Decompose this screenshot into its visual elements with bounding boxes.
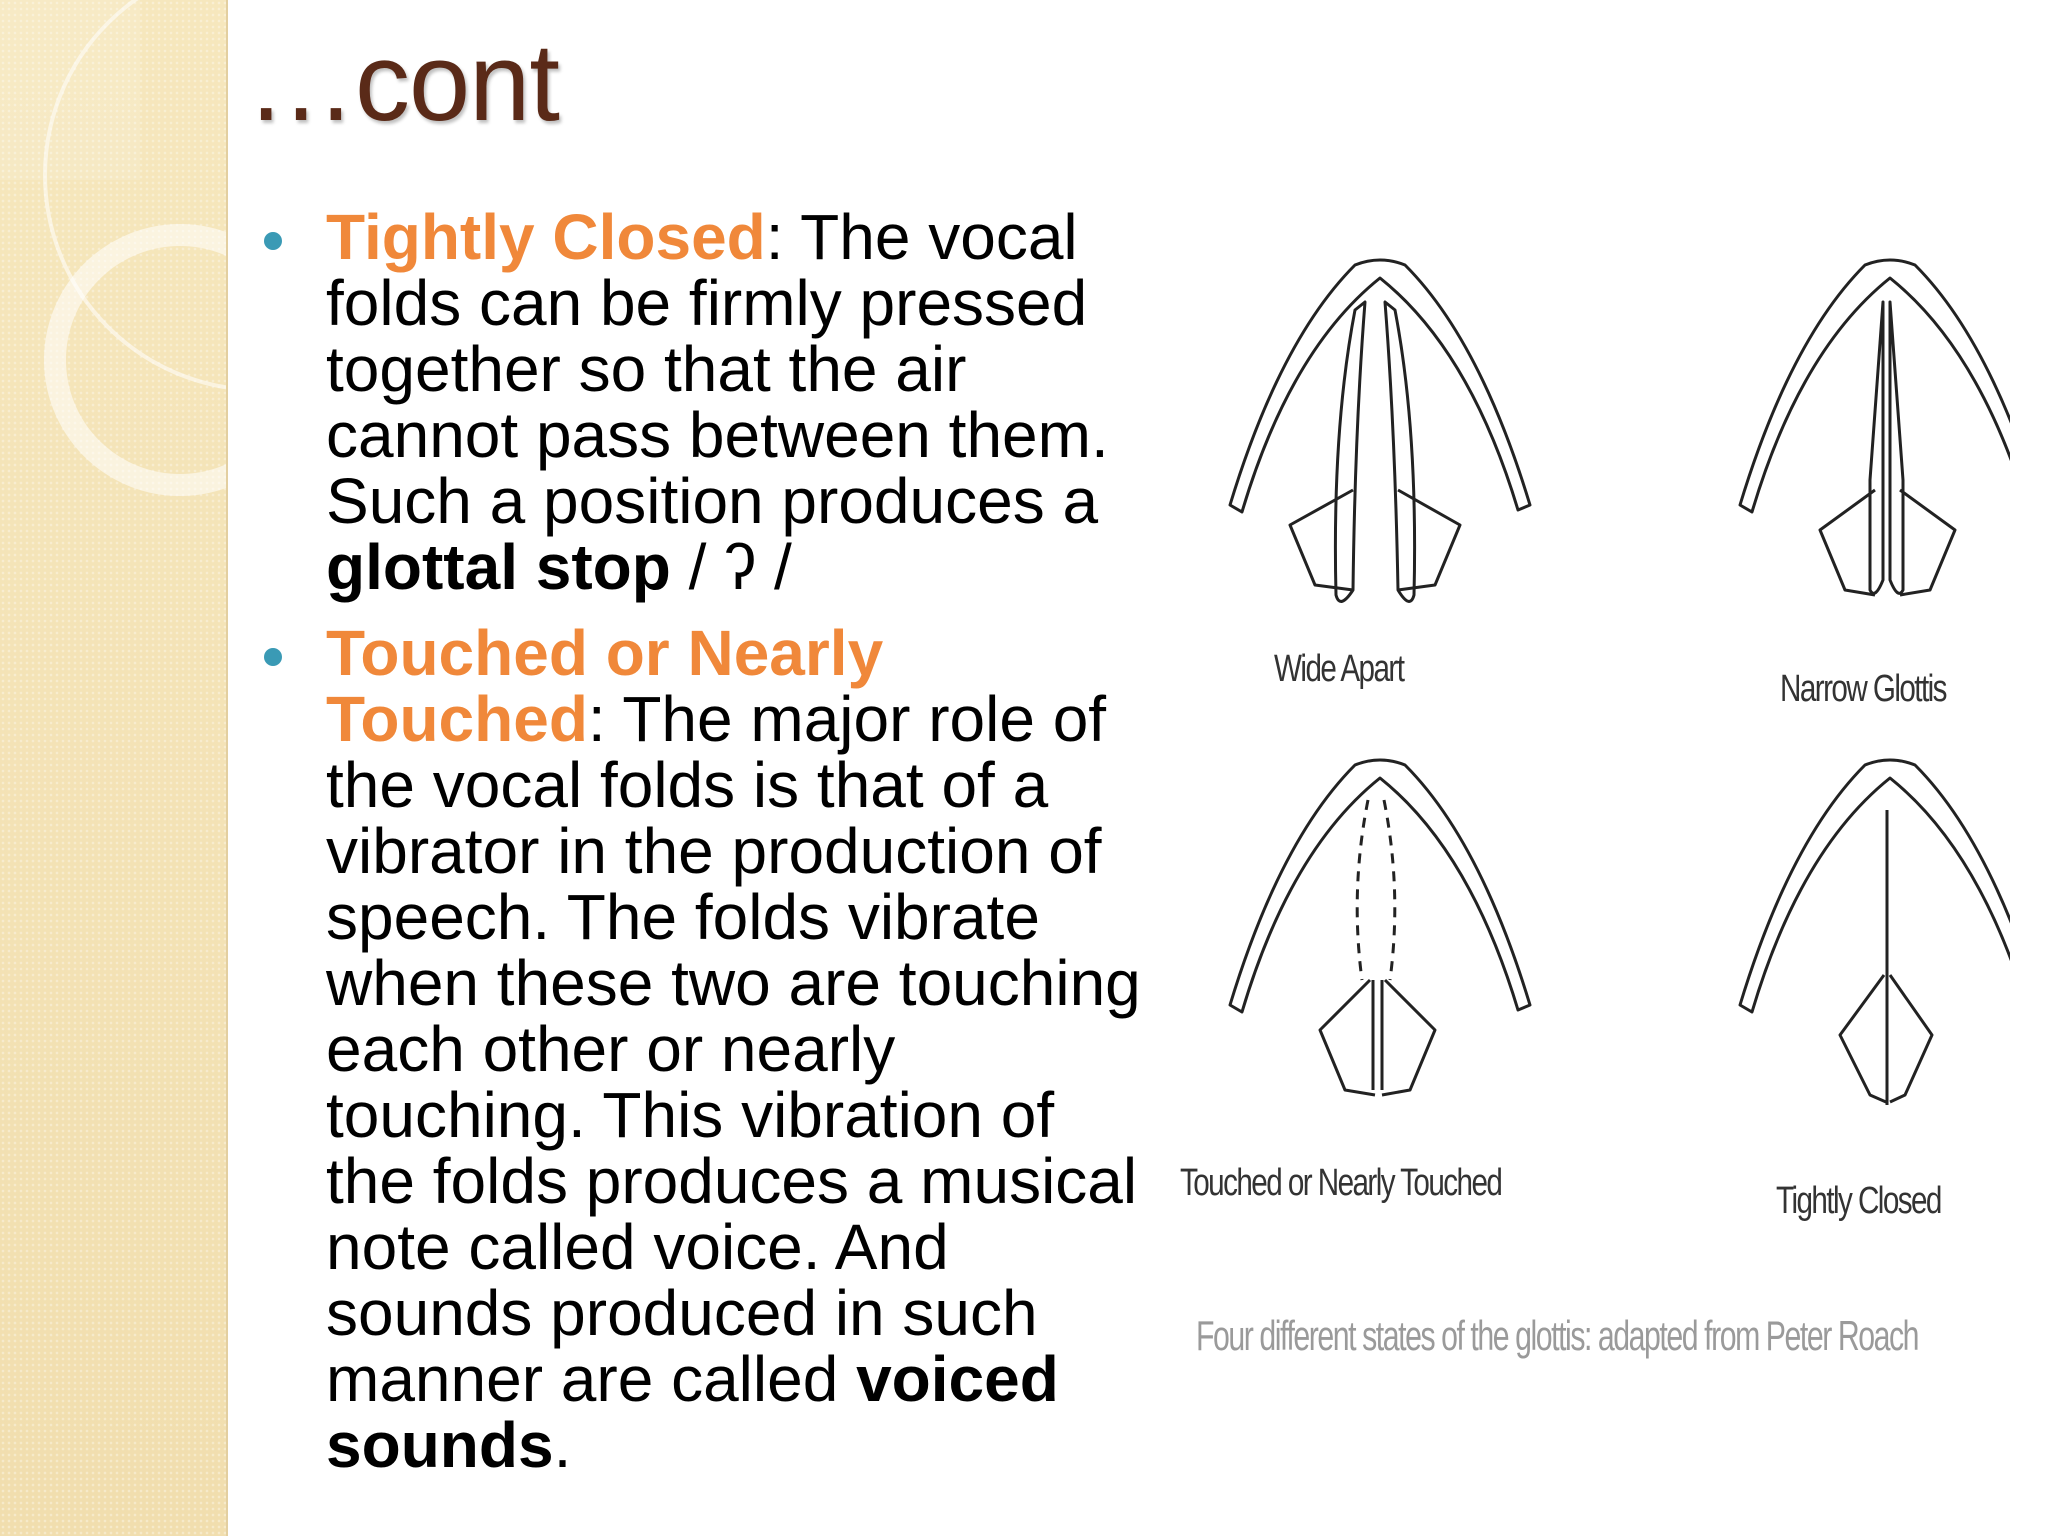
glottis-figure [1170, 230, 2010, 1410]
bullet-text: : The vocal folds can be firmly pressed together so that the air cannot pass between them. Such a position produces a [326, 201, 1109, 537]
bullet-text: : The major role of the vocal folds is that of a vibrator in the production of speech. The folds vibrate when these two are touching each other or nearly touching. This vibration of the folds produces a musical note called voice. And sounds produced in such manner are called [326, 683, 1141, 1415]
bullet-bold-term: glottal stop [326, 531, 671, 603]
sidebar-rings-graphic [0, 0, 226, 1536]
label-narrow-glottis: Narrow Glottis [1780, 668, 1946, 710]
label-wide-apart: Wide Apart [1274, 648, 1404, 690]
bullet-text-end: . [553, 1409, 572, 1481]
touched-diagram [1230, 760, 1530, 1095]
decorative-sidebar [0, 0, 226, 1536]
bullet-item-tightly-closed [256, 201, 1156, 603]
bullet-dot-icon [264, 648, 282, 666]
sidebar-divider [226, 0, 228, 1536]
tightly-closed-diagram [1740, 760, 2010, 1105]
wide-apart-diagram [1230, 260, 1530, 601]
figure-caption: Four different states of the glottis: adapted from Peter Roach [1196, 1312, 1919, 1359]
bullet-bold-term: voiced sounds [326, 1343, 1059, 1481]
narrow-glottis-diagram [1740, 260, 2010, 595]
label-tightly-closed: Tightly Closed [1776, 1180, 1941, 1222]
bullet-text-end: / ʔ / [670, 531, 792, 603]
label-touched: Touched or Nearly Touched [1180, 1162, 1502, 1204]
bullet-term: Tightly Closed [326, 201, 766, 273]
glottis-diagrams [1170, 230, 2010, 1410]
slide-title: …cont [246, 21, 559, 144]
bullet-item-touched [256, 617, 1156, 1481]
bullet-term: Touched or Nearly Touched [326, 617, 884, 755]
bullet-dot-icon [264, 232, 282, 250]
bullet-list [256, 201, 1156, 1481]
